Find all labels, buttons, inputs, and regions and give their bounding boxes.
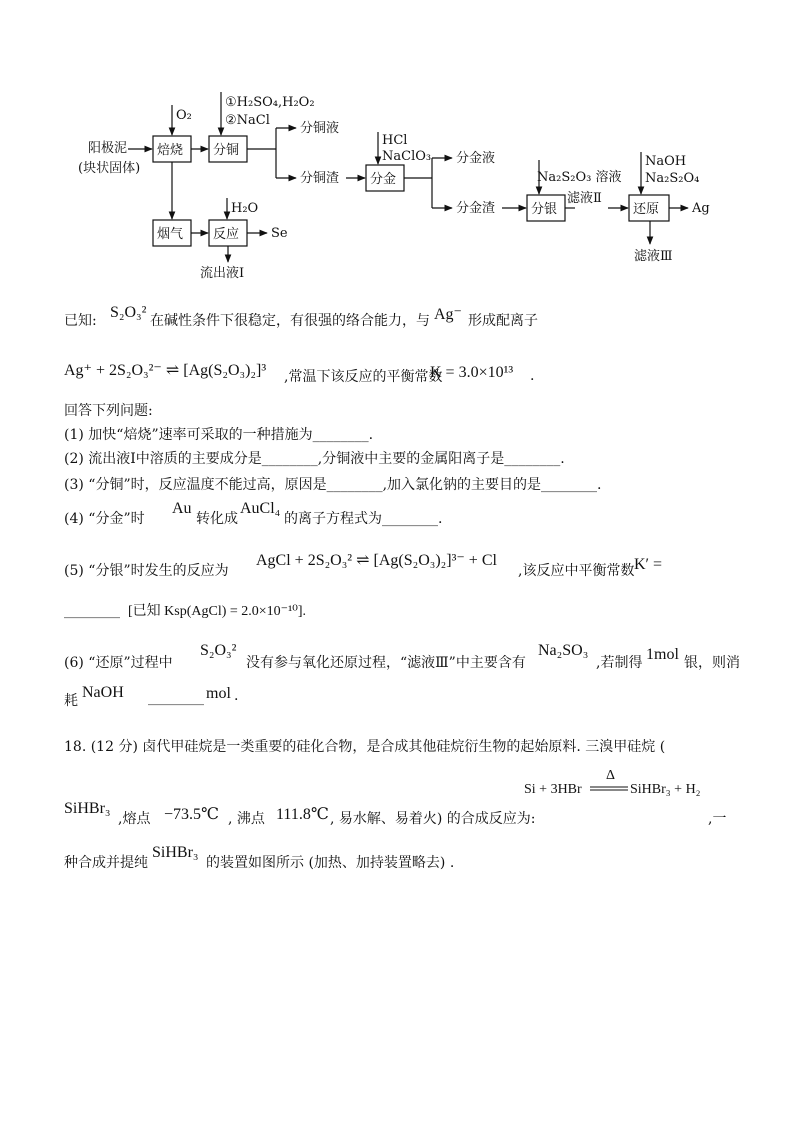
label-au-liquid: 分金液	[456, 151, 496, 166]
questions-intro: 回答下列问题:	[64, 403, 153, 419]
process-flowchart	[0, 0, 800, 300]
question-4-b: 转化成	[196, 511, 238, 527]
q18-line2-a: ,熔点	[118, 811, 151, 827]
question-6-a: (6) “还原”过程中	[64, 655, 173, 671]
label-filtrate2: 滤液Ⅱ	[567, 191, 602, 206]
label-h2o: H₂O	[231, 201, 259, 216]
question-4-a: (4) “分金”时	[64, 511, 145, 527]
label-flue-gas: 烟气	[157, 227, 184, 242]
question-6-d: 银，则消	[684, 655, 740, 671]
q18-eq-left: Si + 3HBr	[524, 782, 582, 797]
label-roast: 焙烧	[157, 143, 184, 158]
q18-sihbr3-b: SiHBr₃	[152, 844, 199, 861]
label-o2: O₂	[176, 108, 192, 123]
label-reagents-1: ①H₂SO₄,H₂O₂	[225, 95, 315, 110]
known-s2o3: S₂O₃²	[110, 304, 147, 321]
label-cu-liquid: 分铜液	[300, 121, 340, 136]
question-6-unit: mol	[206, 685, 231, 702]
label-sep-au: 分金	[370, 172, 397, 187]
q18-sihbr3: SiHBr₃	[64, 800, 111, 817]
question-5-b: ,该反应中平衡常数	[518, 563, 635, 579]
question-4-au: Au	[172, 500, 192, 517]
question-5-a: (5) “分银”时发生的反应为	[64, 563, 229, 579]
known-text1: 在碱性条件下很稳定，有很强的络合能力，与	[150, 313, 430, 329]
known-k-value: K = 3.0×10¹³	[430, 364, 514, 381]
question-5-note: [已知 Ksp(AgCl) = 2.0×10⁻¹⁰].	[128, 604, 307, 619]
label-filtrate3: 滤液Ⅲ	[634, 249, 673, 264]
q18-eq-right: SiHBr₃ + H₂	[630, 782, 701, 797]
question-2: (2) 流出液Ⅰ中溶质的主要成分是________,分铜液中主要的金属阳离子是________.	[64, 451, 565, 467]
question-6-mol: 1mol	[646, 646, 679, 663]
question-5-equation: AgCl + 2S₂O₃² ⇌ [Ag(S₂O₃)₂]³⁻ + Cl	[256, 552, 497, 569]
label-anode-mud-sub: (块状固体)	[78, 161, 141, 176]
label-au-residue: 分金渣	[456, 201, 496, 216]
label-react: 反应	[213, 227, 240, 242]
q18-eq-sign	[590, 786, 628, 792]
label-naoh: NaOH	[645, 154, 687, 169]
question-6-b: 没有参与氧化还原过程，“滤液Ⅲ”中主要含有	[246, 655, 526, 671]
q18-line2-b: , 沸点	[228, 811, 265, 827]
label-na2s2o3: Na₂S₂O₃ 溶液	[537, 170, 622, 185]
label-effluent1: 流出液Ⅰ	[200, 266, 245, 281]
label-hcl: HCl	[382, 133, 408, 148]
label-sep-ag: 分银	[531, 202, 558, 217]
known-text3: ,常温下该反应的平衡常数	[284, 369, 443, 385]
question-6-c: ,若制得	[596, 655, 643, 671]
question-5-k: K′ =	[634, 556, 663, 573]
question-6-na2so3: Na₂SO₃	[538, 642, 589, 659]
question-6-s2o3: S₂O₃²	[200, 642, 237, 659]
label-se: Se	[271, 226, 288, 241]
q18-line2-c: , 易水解、易着火) 的合成反应为:	[330, 811, 536, 827]
q18-line1: 18. (12 分) 卤代甲硅烷是一类重要的硅化合物，是合成其他硅烷衍生物的起始原料. 三溴甲硅烷 (	[64, 739, 666, 755]
question-1: (1) 加快“焙烧”速率可采取的一种措施为________.	[64, 427, 374, 443]
question-4-aucl4: AuCl₄	[240, 500, 281, 517]
known-dot: .	[530, 368, 535, 384]
known-text2: 形成配离子	[468, 313, 538, 329]
question-3: (3) “分铜”时，反应温度不能过高，原因是________,加入氯化钠的主要目的是________.	[64, 477, 602, 493]
question-4-c: 的离子方程式为________.	[284, 511, 443, 527]
question-6-naoh: NaOH	[82, 684, 124, 701]
question-6-e: 耗	[64, 693, 78, 709]
label-cu-residue: 分铜渣	[300, 171, 340, 186]
label-ag: Ag	[692, 201, 710, 216]
known-equation: Ag⁺ + 2S₂O₃²⁻ ⇌ [Ag(S₂O₃)₂]³	[64, 362, 267, 379]
question-6-dot: .	[234, 688, 239, 704]
q18-eq-delta: Δ	[606, 768, 616, 783]
q18-bp: 111.8℃	[276, 806, 329, 823]
label-na2s2o4: Na₂S₂O₄	[645, 171, 700, 186]
label-naclo3: NaClO₃	[382, 149, 432, 164]
label-sep-cu: 分铜	[213, 143, 240, 158]
label-anode-mud: 阳极泥	[88, 141, 128, 156]
known-lead: 已知:	[64, 313, 97, 329]
q18-line3-a: 种合成并提纯	[64, 855, 148, 871]
question-6-blank: ________	[148, 690, 204, 706]
known-ag-ion: Ag⁻	[434, 306, 462, 323]
question-5-blank: ________	[64, 603, 120, 619]
q18-line3-b: 的装置如图所示 (加热、加持装置略去) .	[206, 855, 455, 871]
label-reduce: 还原	[633, 202, 660, 217]
label-reagents-2: ②NaCl	[225, 113, 270, 128]
q18-mp: −73.5℃	[164, 806, 219, 823]
q18-line2-d: ,一	[708, 811, 727, 827]
